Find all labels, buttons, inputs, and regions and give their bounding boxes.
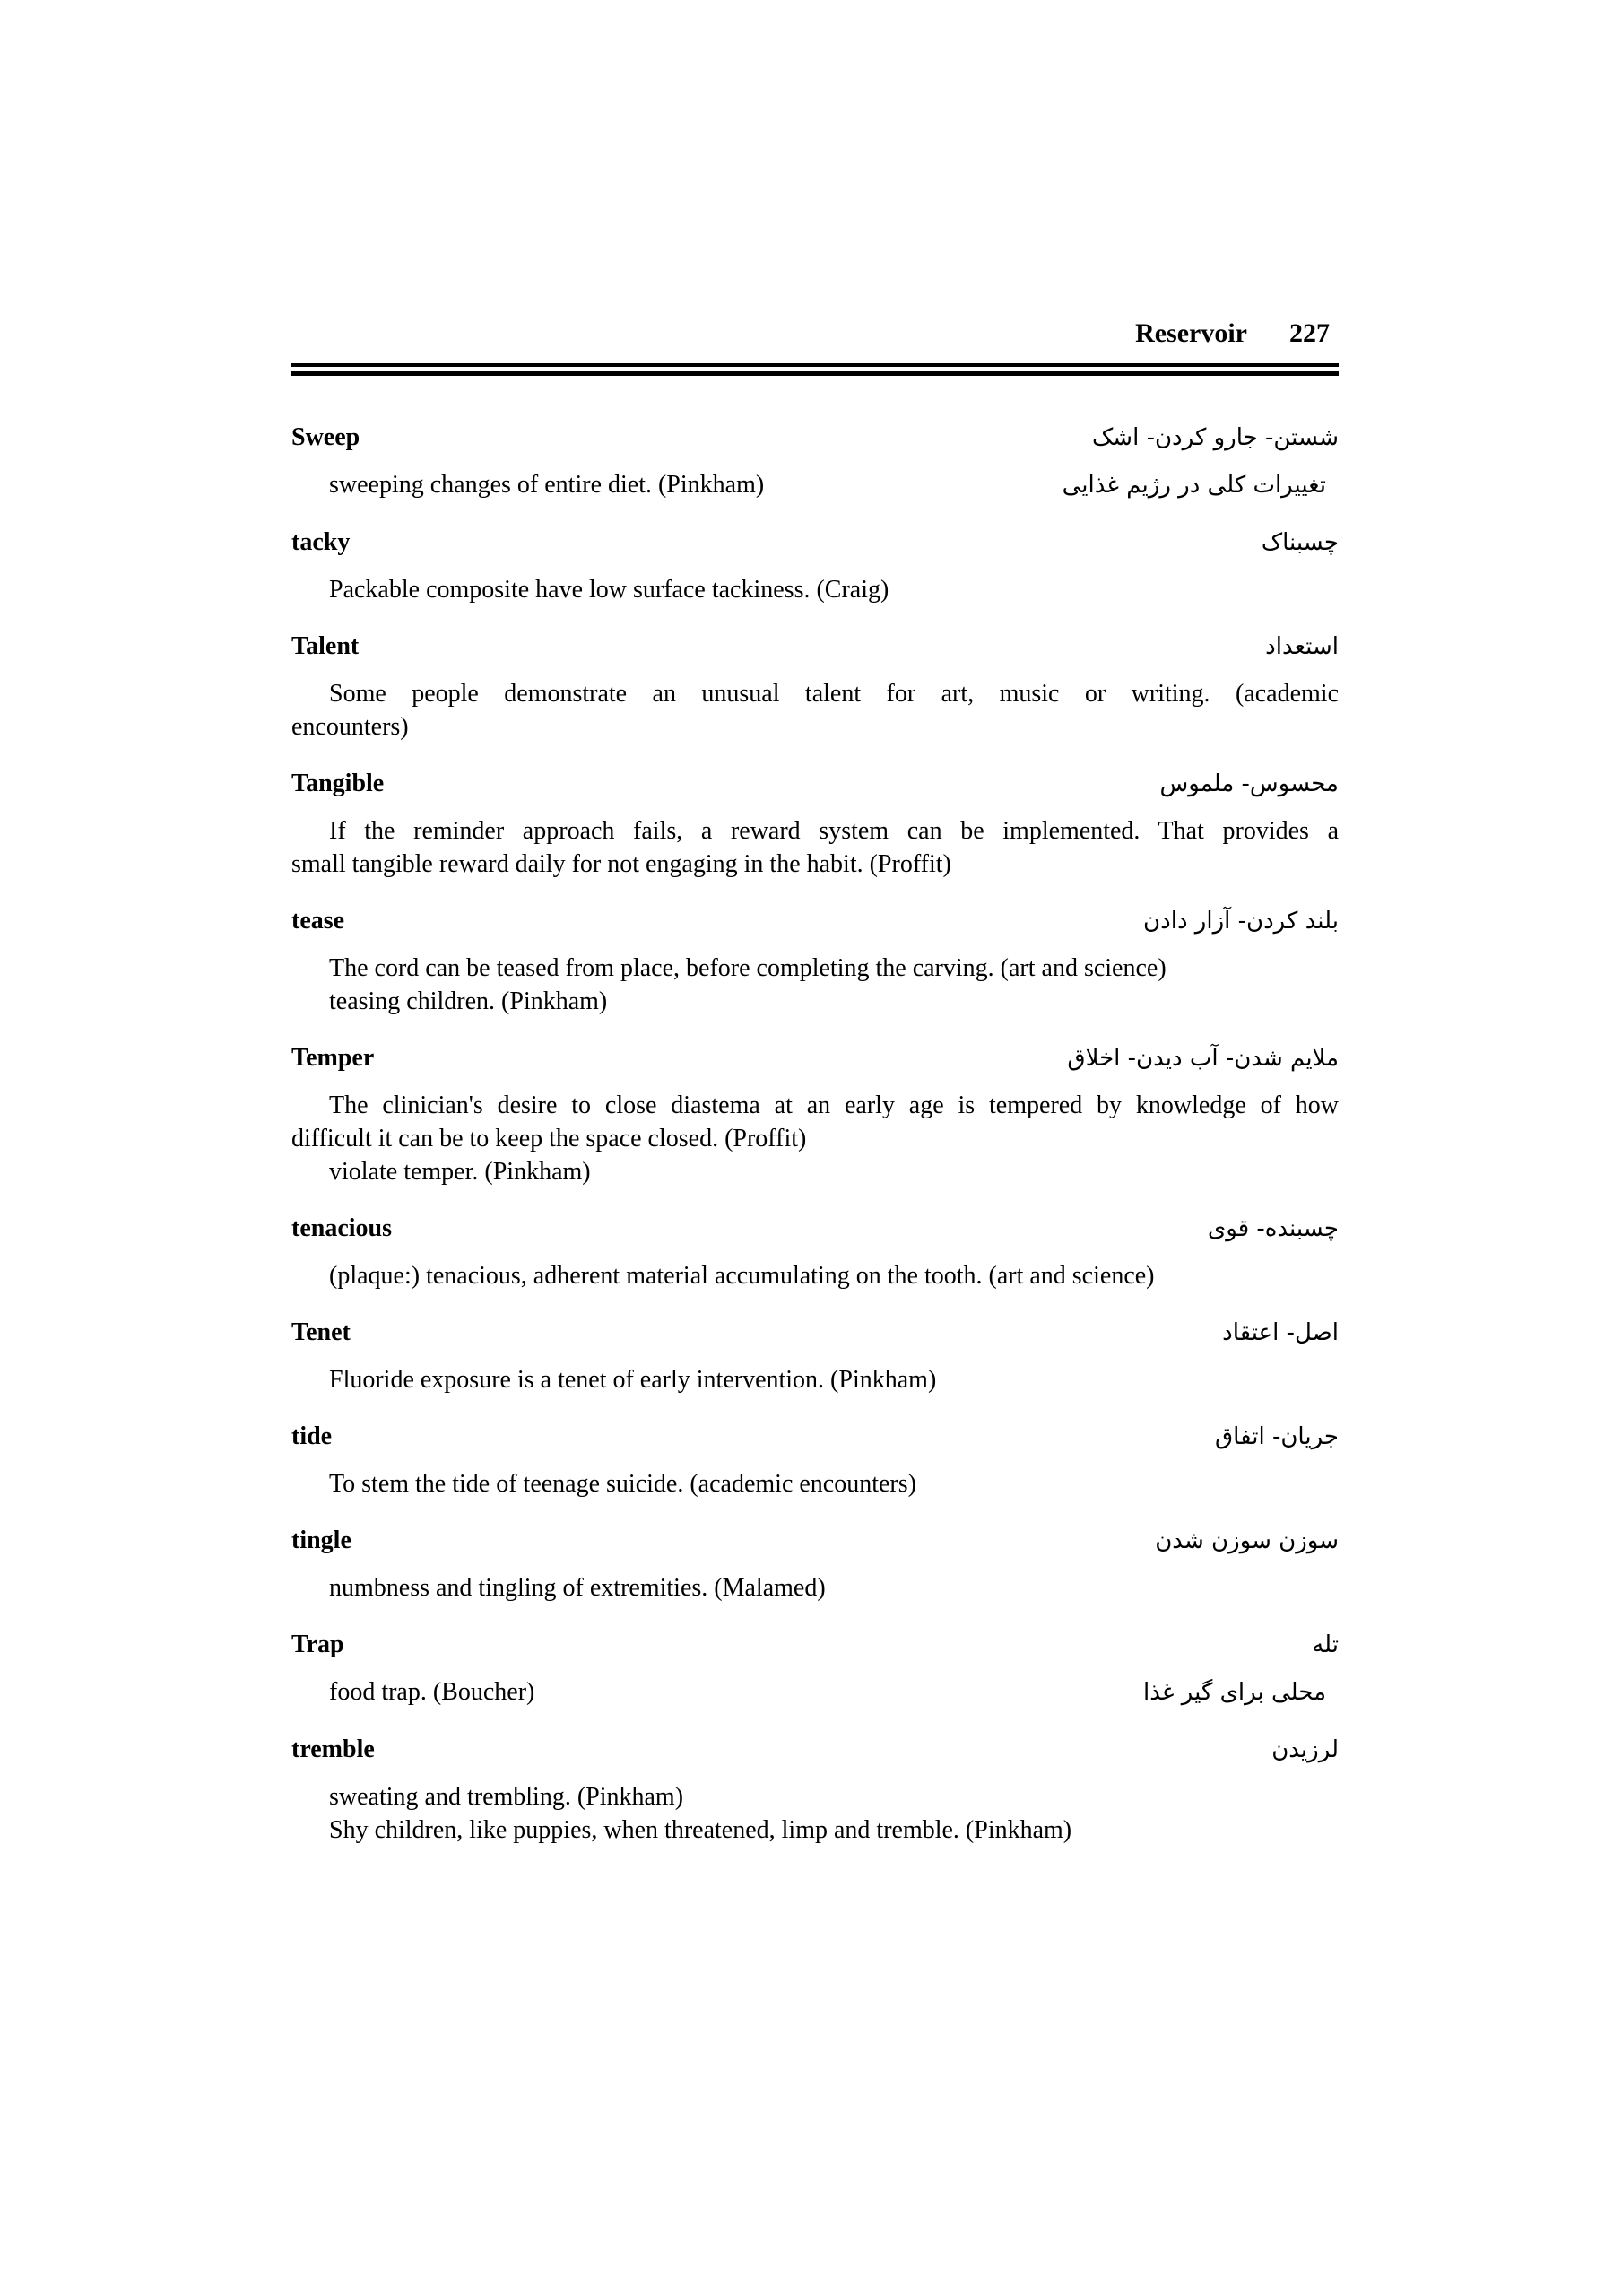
example-text-en: Packable composite have low surface tackiness. (Craig) — [329, 576, 889, 604]
page-number: 227 — [1289, 318, 1330, 348]
dictionary-entry — [291, 1733, 1339, 1847]
entry-translation-fa: بلند کردن- آزار دادن — [1143, 908, 1339, 935]
entry-examples — [291, 1259, 1339, 1292]
entry-headword: tingle — [291, 1526, 351, 1554]
entry-examples — [291, 952, 1339, 1018]
entry-examples — [291, 1675, 1339, 1709]
entry-headword: tease — [291, 907, 345, 935]
example — [291, 468, 1339, 502]
example-text-en: difficult it can be to keep the space closed. (Proffit) — [291, 1125, 807, 1152]
example-text-en: teasing children. (Pinkham) — [329, 987, 608, 1015]
headword-row — [291, 1212, 1339, 1246]
entry-translation-fa: استعداد — [1265, 633, 1339, 660]
example-text-en: small tangible reward daily for not engaging in the habit. (Proffit) — [291, 850, 951, 878]
entry-translation-fa: سوزن سوزن شدن — [1155, 1527, 1339, 1554]
example-text-en: Some people demonstrate an unusual talent for art, music or writing. (academic — [329, 680, 1339, 708]
headword-row — [291, 526, 1339, 560]
entry-examples — [291, 468, 1339, 502]
entry-translation-fa: اصل- اعتقاد — [1222, 1319, 1339, 1346]
example-text-en: Shy children, like puppies, when threatened, limp and tremble. (Pinkham) — [329, 1816, 1072, 1844]
example — [291, 1363, 1339, 1396]
dictionary-entry — [291, 630, 1339, 744]
headword-row — [291, 1628, 1339, 1662]
entry-examples — [291, 1089, 1339, 1188]
entry-headword: Talent — [291, 632, 360, 660]
entry-examples — [291, 1363, 1339, 1396]
entries-list — [291, 421, 1339, 1847]
example-text-en: sweating and trembling. (Pinkham) — [329, 1783, 684, 1811]
example-line — [291, 468, 1339, 502]
example-text-en: To stem the tide of teenage suicide. (academic encounters) — [329, 1470, 916, 1498]
example-text-en: food trap. (Boucher) — [329, 1678, 535, 1706]
dictionary-page — [291, 316, 1339, 1870]
example-text-en: encounters) — [291, 713, 409, 741]
example — [291, 985, 1339, 1018]
example — [291, 677, 1339, 744]
page-header — [291, 316, 1339, 376]
entry-translation-fa: لرزیدن — [1271, 1736, 1339, 1763]
entry-examples — [291, 1467, 1339, 1500]
example-text-en: (plaque:) tenacious, adherent material accumulating on the tooth. (art and science) — [329, 1262, 1155, 1290]
dictionary-entry — [291, 904, 1339, 1018]
example-line — [291, 1675, 1339, 1709]
example — [291, 1571, 1339, 1605]
example-text-en: The clinician's desire to close diastema at an early age is tempered by knowledge of how — [329, 1091, 1339, 1119]
headword-row — [291, 1524, 1339, 1558]
entry-headword: tacky — [291, 528, 351, 556]
example — [291, 1675, 1339, 1709]
entry-examples — [291, 677, 1339, 744]
headword-row — [291, 904, 1339, 938]
dictionary-entry — [291, 1041, 1339, 1188]
dictionary-entry — [291, 1316, 1339, 1396]
entry-examples — [291, 573, 1339, 606]
entry-headword: Trap — [291, 1631, 344, 1658]
example — [291, 952, 1339, 985]
headword-row — [291, 630, 1339, 664]
header-double-rule — [291, 363, 1339, 376]
entry-examples — [291, 1780, 1339, 1847]
example — [291, 573, 1339, 606]
entry-examples — [291, 814, 1339, 881]
example-text-fa: تغییرات کلی در رژیم غذایی — [1062, 472, 1326, 499]
entry-headword: tide — [291, 1422, 333, 1450]
entry-translation-fa: محسوس- ملموس — [1159, 770, 1339, 797]
dictionary-entry — [291, 1628, 1339, 1709]
headword-row — [291, 1041, 1339, 1075]
entry-headword: Tangible — [291, 770, 385, 797]
dictionary-entry — [291, 526, 1339, 606]
dictionary-entry — [291, 1524, 1339, 1605]
example-text-en: The cord can be teased from place, before completing the carving. (art and science) — [329, 954, 1167, 982]
example — [291, 1813, 1339, 1847]
entry-translation-fa: تله — [1312, 1631, 1339, 1658]
example-text-en: If the reminder approach fails, a reward system can be implemented. That provides a — [329, 817, 1339, 845]
entry-translation-fa: شستن- جارو کردن- اشک — [1092, 424, 1339, 451]
entry-translation-fa: چسبنده- قوی — [1207, 1215, 1339, 1242]
example — [291, 1467, 1339, 1500]
dictionary-entry — [291, 1420, 1339, 1500]
entry-headword: tremble — [291, 1735, 375, 1763]
example — [291, 1780, 1339, 1813]
entry-headword: tenacious — [291, 1214, 392, 1242]
example-text-en: numbness and tingling of extremities. (Malamed) — [329, 1574, 826, 1602]
example — [291, 1259, 1339, 1292]
example-text-en: sweeping changes of entire diet. (Pinkham) — [329, 471, 765, 499]
dictionary-entry — [291, 1212, 1339, 1292]
entry-translation-fa: ملایم شدن- آب دیدن- اخلاق — [1067, 1045, 1339, 1072]
entry-headword: Sweep — [291, 423, 360, 451]
example — [291, 1089, 1339, 1155]
running-head-row — [291, 316, 1339, 363]
headword-row — [291, 767, 1339, 801]
entry-headword: Tenet — [291, 1318, 351, 1346]
running-head-title: Reservoir — [1135, 318, 1247, 348]
entry-translation-fa: جریان- اتفاق — [1214, 1423, 1339, 1450]
example-text-en: violate temper. (Pinkham) — [329, 1158, 591, 1186]
entry-headword: Temper — [291, 1044, 375, 1072]
dictionary-entry — [291, 767, 1339, 881]
headword-row — [291, 1316, 1339, 1350]
entry-examples — [291, 1571, 1339, 1605]
headword-row — [291, 1420, 1339, 1454]
example — [291, 814, 1339, 881]
headword-row — [291, 421, 1339, 455]
example-text-en: Fluoride exposure is a tenet of early intervention. (Pinkham) — [329, 1366, 937, 1394]
entry-translation-fa: چسبناک — [1261, 529, 1339, 556]
example-text-fa: محلی برای گیر غذا — [1143, 1679, 1326, 1706]
dictionary-entry — [291, 421, 1339, 502]
example — [291, 1155, 1339, 1188]
headword-row — [291, 1733, 1339, 1767]
